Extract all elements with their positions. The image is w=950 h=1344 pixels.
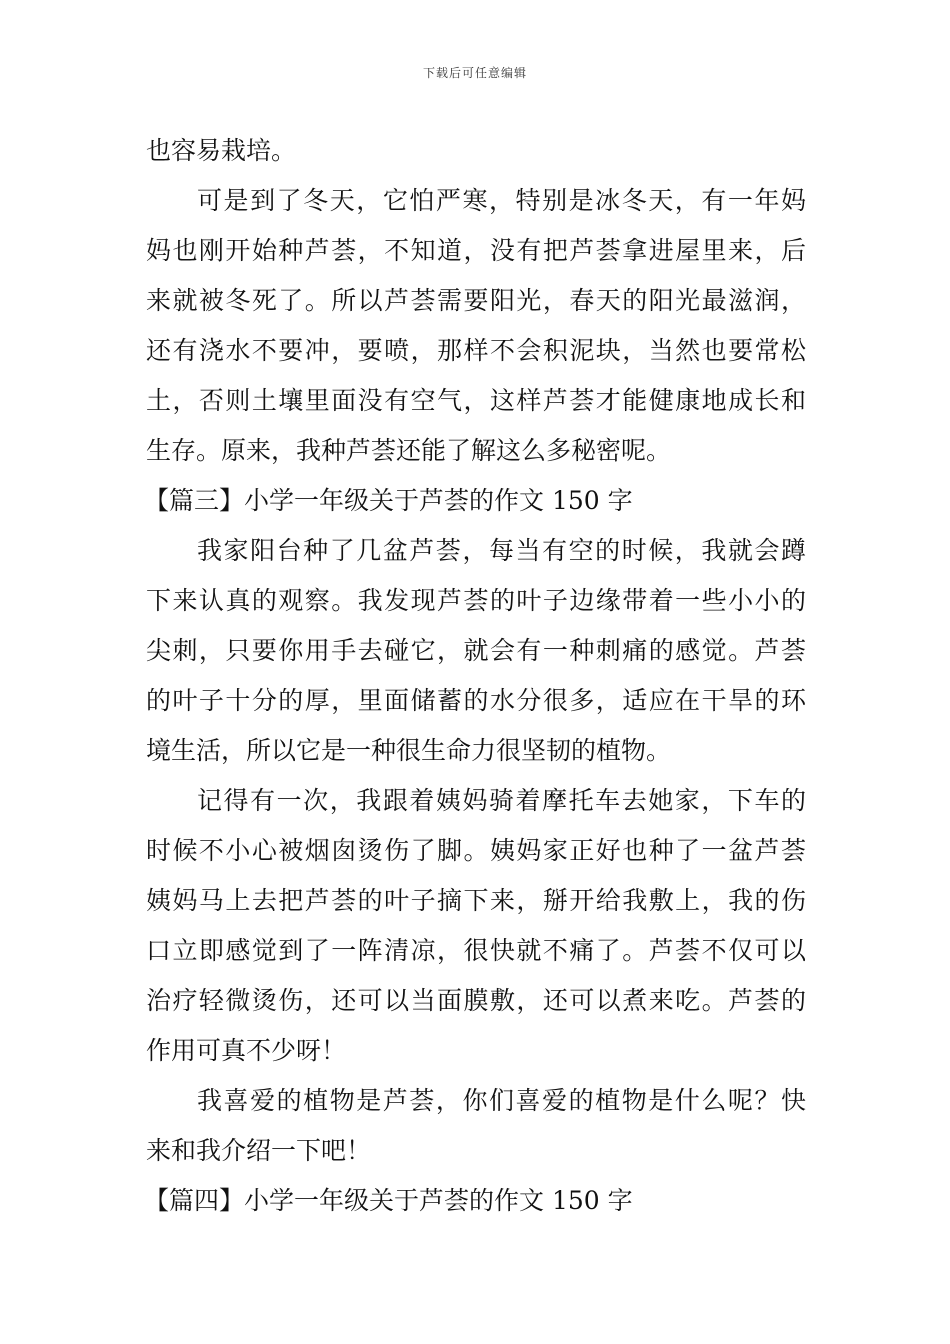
text-line: 境生活，所以它是一种很生命力很坚韧的植物。 [146,736,672,765]
text-line: 土，否则土壤里面没有空气，这样芦荟才能健康地成长和 [146,386,806,415]
text-line: 时候不小心被烟囱烫伤了脚。姨妈家正好也种了一盆芦荟 [146,836,806,865]
text-line: 也容易栽培。 [146,136,297,165]
text-line: 来和我介绍一下吧！ [146,1136,372,1165]
text-line: 下来认真的观察。我发现芦荟的叶子边缘带着一些小小的 [146,586,806,615]
text-line: 口立即感觉到了一阵清凉，很快就不痛了。芦荟不仅可以 [146,936,806,965]
text-line: 姨妈马上去把芦荟的叶子摘下来，掰开给我敷上，我的伤 [146,886,806,915]
page-header-note: 下载后可任意编辑 [422,66,527,80]
paragraph-first-line: 记得有一次，我跟着姨妈骑着摩托车去她家，下车的 [197,786,806,815]
document-body [146,126,806,1226]
text-line: 的叶子十分的厚，里面储蓄的水分很多，适应在干旱的环 [146,686,806,715]
paragraph-first-line: 可是到了冬天，它怕严寒，特别是冰冬天，有一年妈 [197,186,806,215]
text-line: 还有浇水不要冲，要喷，那样不会积泥块，当然也要常松 [146,336,806,365]
section-heading: 【篇四】小学一年级关于芦荟的作文 150 字 [144,1186,633,1215]
text-line: 尖刺，只要你用手去碰它，就会有一种刺痛的感觉。芦荟 [146,636,806,665]
text-line: 治疗轻微烫伤，还可以当面膜敷，还可以煮来吃。芦荟的 [146,986,806,1015]
text-line: 来就被冬死了。所以芦荟需要阳光，春天的阳光最滋润， [146,286,806,315]
paragraph-first-line: 我家阳台种了几盆芦荟，每当有空的时候，我就会蹲 [197,536,806,565]
text-line: 作用可真不少呀！ [146,1036,347,1065]
text-line: 生存。原来，我种芦荟还能了解这么多秘密呢。 [146,436,672,465]
text-line: 妈也刚开始种芦荟，不知道，没有把芦荟拿进屋里来，后 [146,236,806,265]
section-heading: 【篇三】小学一年级关于芦荟的作文 150 字 [144,486,633,515]
paragraph-first-line: 我喜爱的植物是芦荟，你们喜爱的植物是什么呢？快 [197,1086,806,1115]
